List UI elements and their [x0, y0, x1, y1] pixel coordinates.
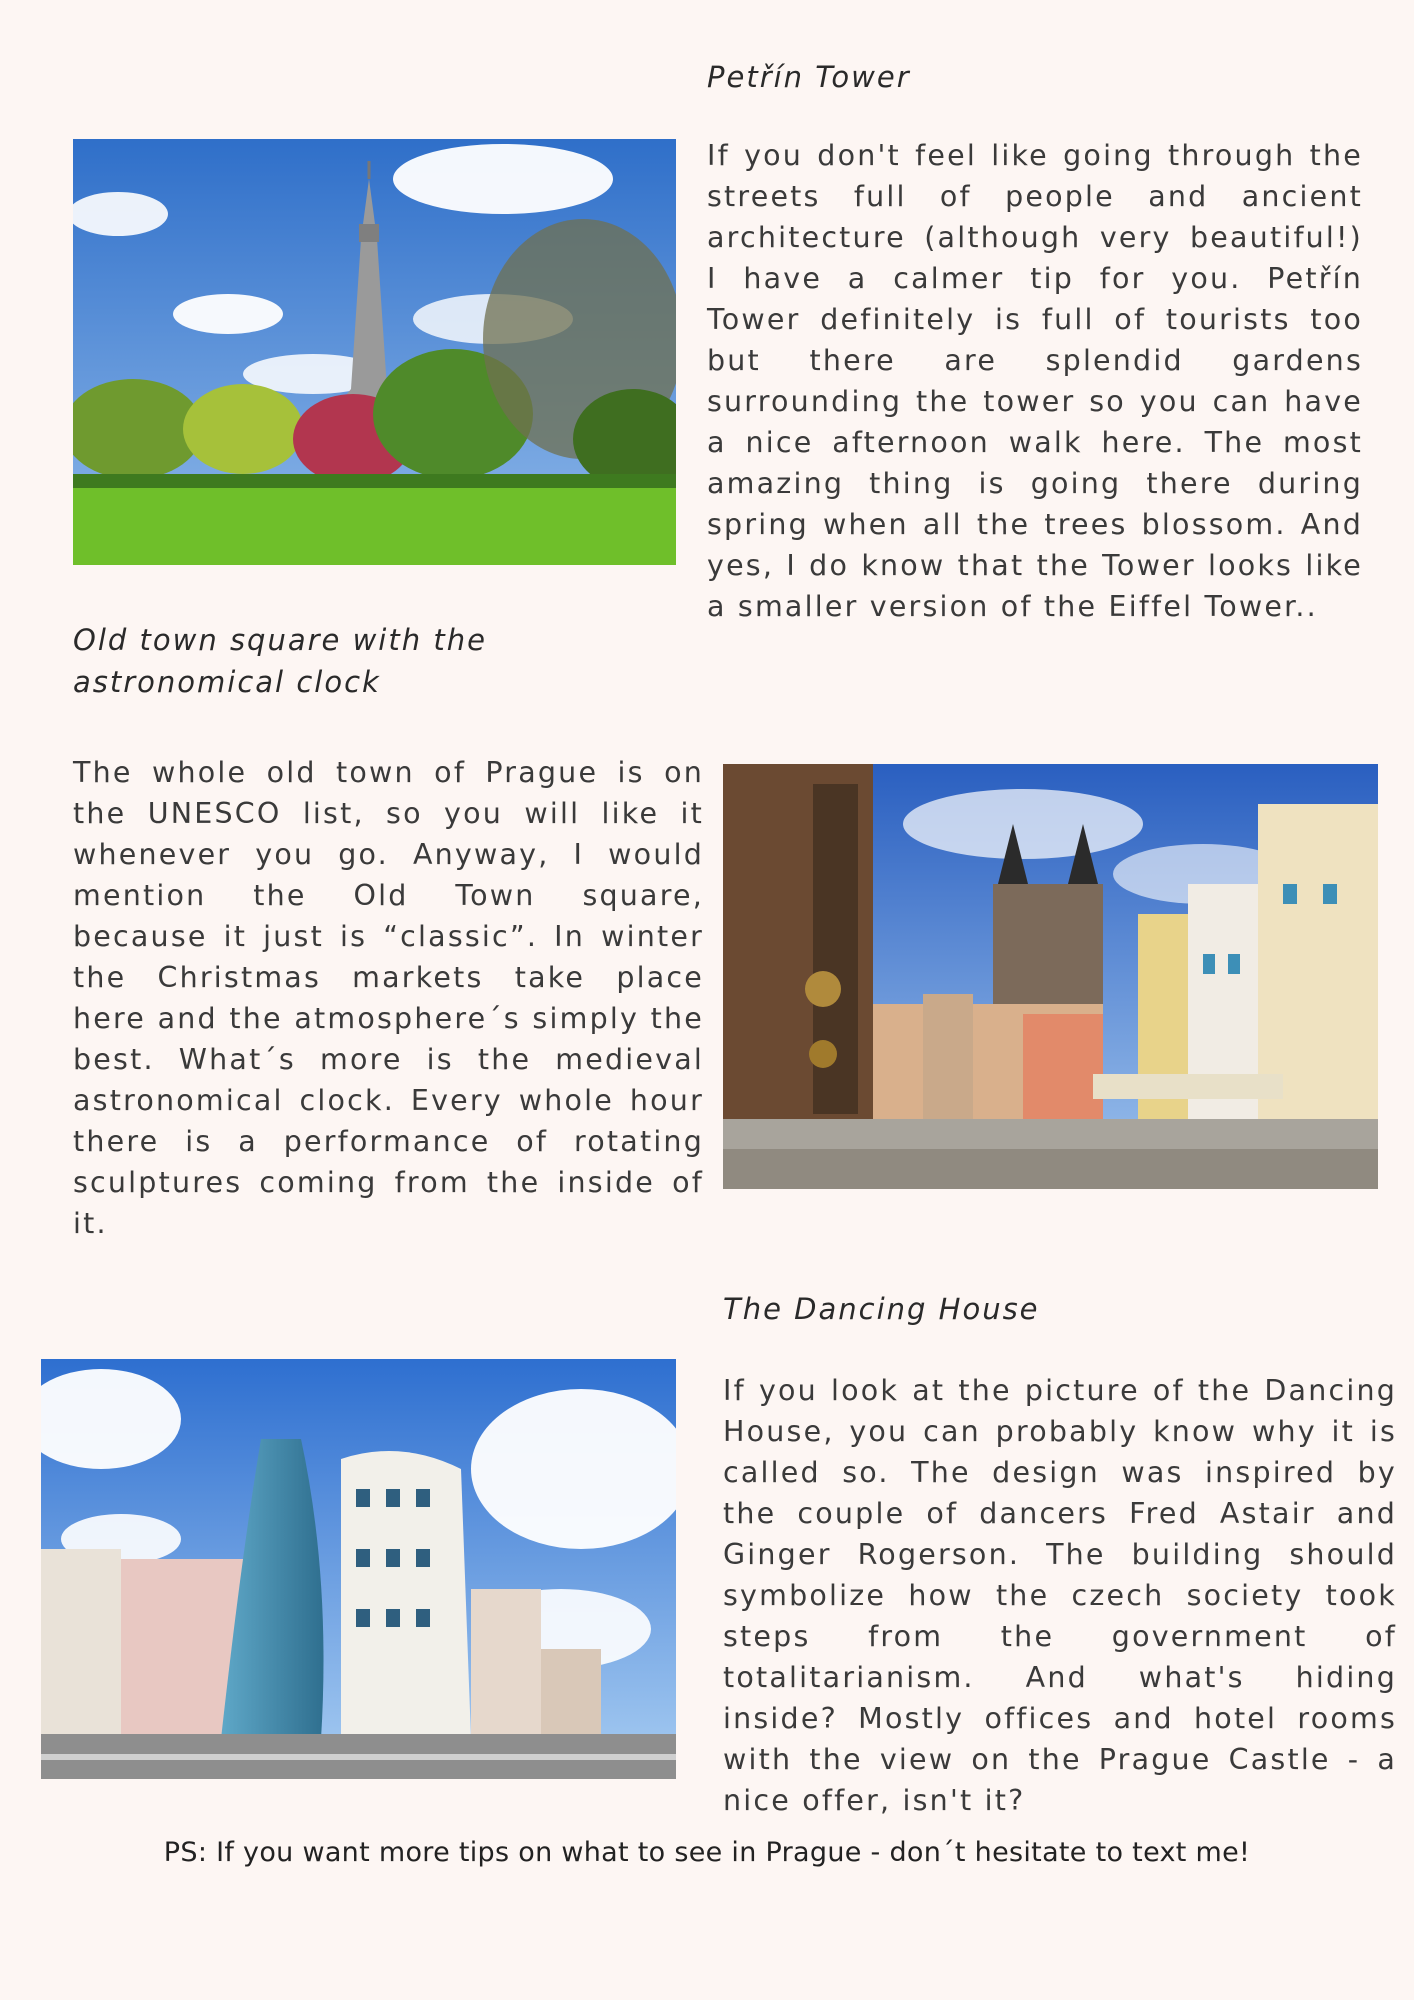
- old-town-paragraph: The whole old town of Prague is on the UNESCO list, so you will like it whenever you go. Anyway, I would mention the Old Town square, because it just is “classic”. In winter the Christmas markets take place here and the atmosphere´s simply the best. What´s more is the medieval astronomical clock. Every whole hour there is a performance of rotating sculptures coming from the inside of it.: [73, 756, 704, 1240]
- old-town-title-line1: Old town square with the: [73, 623, 487, 657]
- old-town-square-photo: [723, 764, 1378, 1189]
- dancing-house-paragraph: If you look at the picture of the Dancing House, you can probably know why it is called so. The design was inspired by the couple of dancers Fred Astair and Ginger Rogerson. The building should symbolize how the czech society took steps from the government of totalitarianism. And what's hiding inside? Mostly offices and hotel rooms with the view on the Prague Castle - a nice offer, isn't it?: [723, 1374, 1397, 1817]
- old-town-title-line2: astronomical clock: [73, 665, 381, 699]
- dancing-house-title: The Dancing House: [723, 1292, 1040, 1326]
- petrin-tower-photo: [73, 139, 676, 565]
- ps-note: PS: If you want more tips on what to see in Prague - don´t hesitate to text me!: [163, 1837, 1251, 1868]
- old-town-title: [73, 619, 487, 703]
- petrin-paragraph: If you don't feel like going through the streets full of people and ancient architecture (although very beautiful!) I have a calmer tip for you. Petřín Tower definitely is full of tourists too but there are splendid gardens surrounding the tower so you can have a nice afternoon walk here. The most amazing thing is going there during spring when all the trees blossom. And yes, I do know that the Tower looks like a smaller version of the Eiffel Tower..: [707, 139, 1363, 623]
- petrin-title: Petřín Tower: [707, 60, 911, 94]
- dancing-house-photo: [41, 1359, 676, 1779]
